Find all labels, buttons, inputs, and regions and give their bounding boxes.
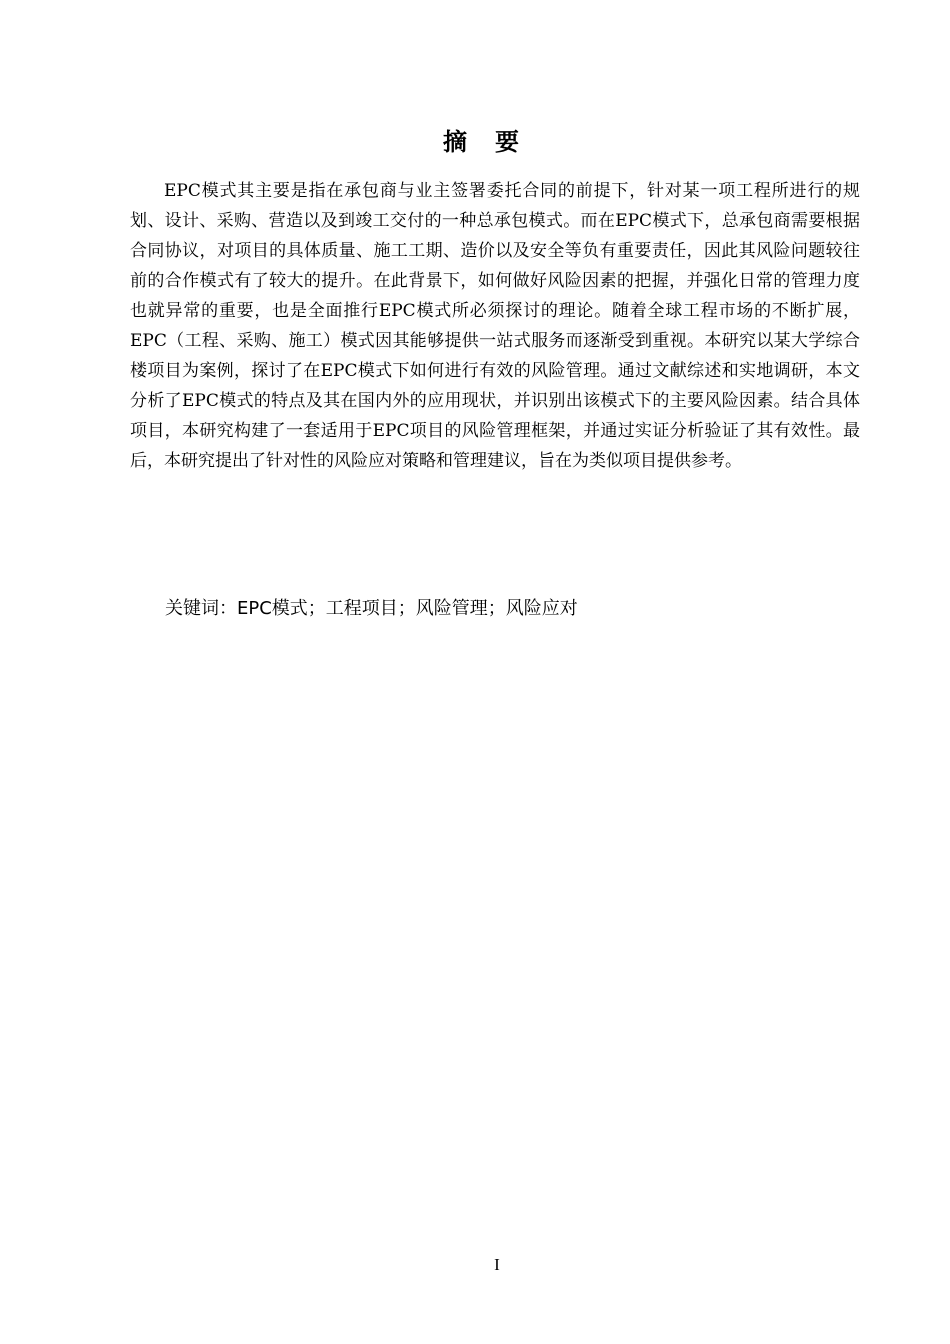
keywords-line: 关键词：EPC模式；工程项目；风险管理；风险应对 [165, 598, 578, 619]
page-number: I [494, 1255, 500, 1274]
abstract-paragraph: EPC模式其主要是指在承包商与业主签署委托合同的前提下，针对某一项工程所进行的规划、设计、采购、营造以及到竣工交付的一种总承包模式。而在EPC模式下，总承包商需要根据合同协议，对项目的具体质量、施工工期、造价以及安全等负有重要责任，因此其风险问题较往前的合作模式有了较大的提升。在此背景下，如何做好风险因素的把握，并强化日常的管理力度也就异常的重要，也是全面推行EPC模式所必须探讨的理论。随着全球工程市场的不断扩展，EPC（工程、采购、施工）模式因其能够提供一站式服务而逐渐受到重视。本研究以某大学综合楼项目为案例，探讨了在EPC模式下如何进行有效的风险管理。通过文献综述和实地调研，本文分析了EPC模式的特点及其在国内外的应用现状，并识别出该模式下的主要风险因素。结合具体项目，本研究构建了一套适用于EPC项目的风险管理框架，并通过实证分析验证了其有效性。最后，本研究提出了针对性的风险应对策略和管理建议，旨在为类似项目提供参考。 [130, 181, 860, 471]
page-title: 摘要 [443, 128, 547, 156]
